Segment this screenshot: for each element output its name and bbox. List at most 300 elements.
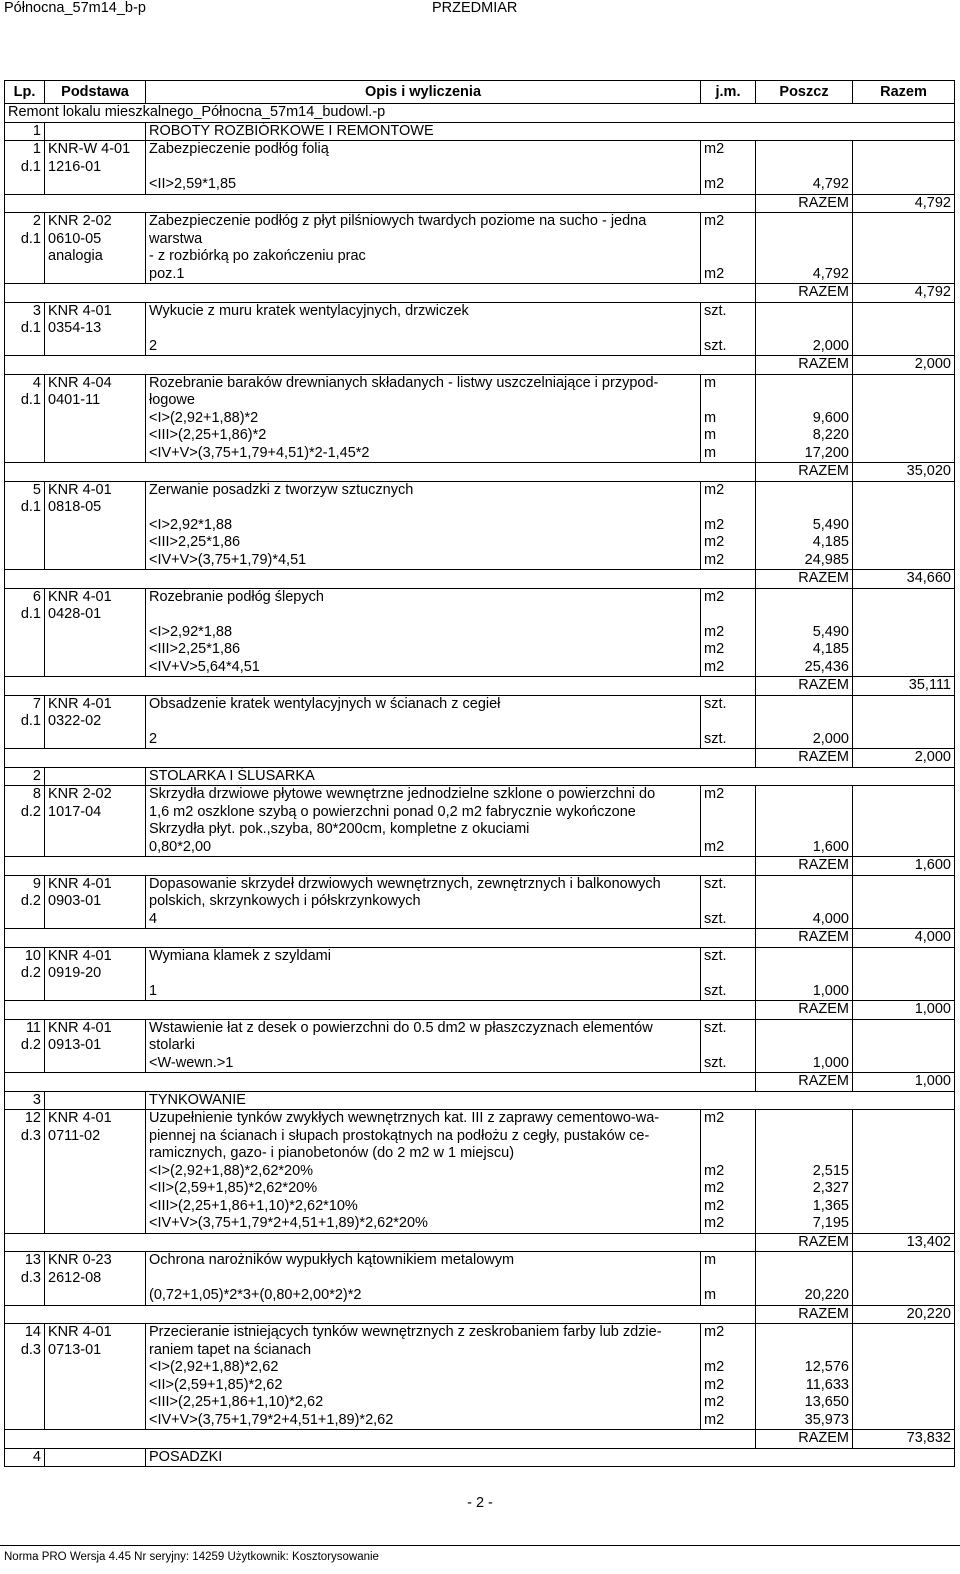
item-lp: 13 — [24, 1252, 41, 1268]
item-lp: 6 — [32, 588, 41, 605]
spacer — [704, 1128, 752, 1146]
item-total-cell — [853, 1019, 955, 1073]
total-row — [5, 1305, 955, 1324]
item-partial-cell — [756, 875, 853, 929]
item-unit-cell — [701, 875, 756, 929]
item-description-cell — [146, 481, 701, 570]
spacer — [149, 606, 697, 624]
spacer — [759, 1252, 849, 1270]
calc-unit: szt. — [704, 910, 727, 927]
item-basis: 0711-02 — [48, 1127, 101, 1144]
item-unit-cell — [701, 213, 756, 284]
item-description-cell — [146, 302, 701, 356]
total-row-spacer — [5, 1073, 756, 1092]
item-lp: 12 — [24, 1110, 41, 1126]
calc-expression: <IV+V>(3,75+1,79*2+4,51+1,89)*2,62*20% — [149, 1215, 428, 1231]
col-razem: Razem — [853, 81, 955, 104]
total-row — [5, 929, 955, 948]
item-description-cell — [146, 141, 701, 195]
spacer — [759, 965, 849, 983]
item-lp: 8 — [32, 786, 41, 802]
spacer — [149, 499, 697, 517]
item-description: piennej na ścianach i słupach prostokątnych na podłożu z cegły, pustaków ce- — [149, 1127, 650, 1144]
item-basis: KNR 4-01 — [48, 947, 112, 964]
total-row — [5, 284, 955, 303]
col-opis: Opis i wyliczenia — [146, 81, 701, 104]
item-description: Zabezpieczenie podłóg folią — [149, 141, 329, 157]
item-lp-cell — [5, 947, 45, 1001]
calc-unit: m2 — [704, 623, 725, 640]
calc-expression: 0,80*2,00 — [149, 838, 212, 855]
item-total-cell — [853, 302, 955, 356]
item-total-cell — [853, 947, 955, 1001]
item-lp: d.3 — [20, 1341, 41, 1358]
calc-unit: m — [704, 427, 717, 443]
item-lp-cell — [5, 1252, 45, 1306]
calc-expression: poz.1 — [149, 265, 185, 282]
item-row — [5, 947, 955, 1001]
item-basis: analogia — [48, 248, 103, 264]
calc-expression: 4 — [149, 910, 158, 927]
item-basis: 1216-01 — [48, 158, 102, 175]
calc-expression: (0,72+1,05)*2*3+(0,80+2,00*2)*2 — [149, 1287, 362, 1303]
spacer — [759, 231, 849, 249]
item-basis-cell — [45, 1324, 146, 1430]
item-total-cell — [853, 374, 955, 463]
total-label: RAZEM — [756, 1073, 853, 1092]
item-lp: 9 — [32, 875, 41, 892]
item-description: stolarki — [149, 1037, 195, 1053]
item-description: polskich, skrzynkowych i półskrzynkowych — [149, 893, 421, 909]
item-total-cell — [853, 1110, 955, 1234]
item-lp: 1 — [32, 141, 41, 157]
section-title: TYNKOWANIE — [146, 1091, 955, 1110]
spacer — [759, 713, 849, 731]
calc-expression: <III>(2,25+1,86+1,10)*2,62 — [149, 1394, 324, 1410]
item-partial-cell — [756, 588, 853, 677]
item-description: Wykucie z muru kratek wentylacyjnych, drzwiczek — [149, 302, 469, 319]
item-unit-cell — [701, 1324, 756, 1430]
spacer — [704, 392, 752, 410]
spacer — [759, 375, 849, 393]
item-row — [5, 1324, 955, 1430]
spacer — [759, 141, 849, 159]
spacer — [759, 1145, 849, 1163]
item-description-cell — [146, 588, 701, 677]
calc-expression: <I>2,92*1,88 — [149, 623, 233, 640]
spacer — [704, 893, 752, 911]
item-partial-cell — [756, 302, 853, 356]
calc-value: 4,792 — [812, 176, 849, 192]
item-basis: 0919-20 — [48, 965, 102, 981]
item-row — [5, 588, 955, 677]
item-lp-cell — [5, 374, 45, 463]
item-lp: d.1 — [20, 158, 41, 175]
calc-value: 5,490 — [812, 623, 849, 640]
total-row-spacer — [5, 463, 756, 482]
calc-unit: m2 — [704, 1215, 725, 1231]
item-basis-cell — [45, 1252, 146, 1306]
item-description: Dopasowanie skrzydeł drzwiowych wewnętrznych, zewnętrznych i balkonowych — [149, 875, 661, 892]
spacer — [759, 499, 849, 517]
table-body — [5, 104, 955, 1467]
calc-unit: m — [704, 444, 717, 461]
section-title: ROBOTY ROZBIÓRKOWE I REMONTOWE — [146, 122, 955, 141]
item-description: 1,6 m2 oszklone szybą o powierzchni ponad 0,2 m2 fabrycznie wykończone — [149, 803, 636, 820]
item-basis: 2612-08 — [48, 1269, 102, 1286]
calc-value: 5,490 — [812, 516, 849, 533]
calc-unit: m2 — [704, 265, 725, 282]
item-description: Skrzydła płyt. pok.,szyba, 80*200cm, kompletne z okuciami — [149, 821, 530, 837]
calc-unit: szt. — [704, 982, 727, 999]
total-row — [5, 749, 955, 768]
item-lp: 14 — [24, 1324, 41, 1340]
calc-value: 1,600 — [812, 838, 849, 855]
item-basis: 0322-02 — [48, 713, 102, 729]
item-row — [5, 481, 955, 570]
item-lp: 2 — [32, 213, 41, 229]
item-lp: d.1 — [20, 320, 41, 336]
calc-expression: 2 — [149, 730, 158, 747]
calc-value: 8,220 — [812, 427, 849, 443]
spacer — [704, 231, 752, 249]
item-lp: d.1 — [20, 230, 41, 247]
item-row — [5, 374, 955, 463]
item-lp: d.2 — [20, 893, 41, 909]
calc-expression: <W-wewn.>1 — [149, 1054, 234, 1071]
calc-value: 2,327 — [812, 1180, 849, 1196]
calc-value: 12,576 — [804, 1359, 849, 1375]
item-basis: KNR 4-01 — [48, 302, 112, 319]
calc-value: 11,633 — [805, 1376, 849, 1393]
item-row — [5, 141, 955, 195]
item-total-cell — [853, 1324, 955, 1430]
item-description-cell — [146, 213, 701, 284]
calc-unit: szt. — [704, 337, 727, 354]
software-info: Norma PRO Wersja 4.45 Nr seryjny: 14259 Użytkownik: Kosztorysowanie — [4, 1551, 379, 1563]
item-basis-cell — [45, 1019, 146, 1073]
spacer — [759, 876, 849, 894]
item-basis: KNR 4-01 — [48, 1110, 112, 1126]
item-total-cell — [853, 141, 955, 195]
section-number: 3 — [5, 1091, 45, 1110]
item-partial-cell — [756, 1324, 853, 1430]
spacer — [149, 320, 697, 338]
total-row — [5, 570, 955, 589]
calc-unit: m2 — [704, 1162, 725, 1179]
item-description: warstwa — [149, 230, 203, 247]
item-lp-cell — [5, 1019, 45, 1073]
calc-value: 17,200 — [804, 444, 849, 461]
item-basis: KNR 4-01 — [48, 588, 112, 605]
item-description: Rozebranie podłóg ślepych — [149, 588, 324, 605]
item-lp-cell — [5, 213, 45, 284]
item-basis: KNR 4-01 — [48, 481, 112, 498]
total-label: RAZEM — [756, 1430, 853, 1449]
calc-value: 9,600 — [812, 409, 849, 426]
item-description: - z rozbiórką po zakończeniu prac — [149, 248, 366, 264]
calc-value: 1,000 — [812, 982, 849, 999]
total-row-spacer — [5, 929, 756, 948]
calc-unit: szt. — [704, 1054, 727, 1071]
item-unit-cell — [701, 588, 756, 677]
item-lp: d.1 — [20, 392, 41, 408]
total-value: 4,792 — [853, 284, 955, 303]
item-unit-cell — [701, 695, 756, 749]
item-description-cell — [146, 786, 701, 857]
item-description: Przecieranie istniejących tynków wewnętrznych z zeskrobaniem farby lub zdzie- — [149, 1324, 662, 1340]
spacer — [759, 159, 849, 177]
spacer — [759, 248, 849, 266]
col-podstawa: Podstawa — [45, 81, 146, 104]
item-total-cell — [853, 875, 955, 929]
calc-expression: <I>(2,92+1,88)*2 — [149, 409, 259, 426]
item-row — [5, 1110, 955, 1234]
item-description-cell — [146, 374, 701, 463]
section-spacer — [45, 767, 146, 786]
total-row — [5, 356, 955, 375]
item-description: Wstawienie łat z desek o powierzchni do 0.5 dm2 w płaszczyznach elementów — [149, 1019, 653, 1036]
item-description-cell — [146, 1252, 701, 1306]
item-unit: m — [704, 374, 717, 391]
item-lp: d.1 — [20, 499, 41, 515]
spacer — [759, 1128, 849, 1146]
item-basis-cell — [45, 374, 146, 463]
item-unit: m2 — [704, 213, 725, 229]
item-lp: 3 — [32, 302, 41, 319]
item-lp-cell — [5, 786, 45, 857]
table-header-row — [5, 81, 955, 104]
spacer — [149, 1270, 697, 1288]
item-lp: 4 — [32, 374, 41, 391]
calc-expression: <III>(2,25+1,86+1,10)*2,62*10% — [149, 1197, 358, 1214]
section-row — [5, 767, 955, 786]
total-value: 2,000 — [853, 356, 955, 375]
spacer — [704, 1270, 752, 1288]
total-label: RAZEM — [756, 677, 853, 696]
spacer — [704, 606, 752, 624]
item-basis: 0354-13 — [48, 320, 102, 336]
item-lp: d.1 — [20, 606, 41, 622]
item-lp: d.3 — [20, 1127, 41, 1144]
calc-value: 13,650 — [804, 1394, 849, 1410]
calc-unit: m2 — [704, 516, 725, 533]
item-basis: 0713-01 — [48, 1341, 102, 1358]
item-unit: m2 — [704, 786, 725, 802]
spacer — [704, 248, 752, 266]
calc-unit: m2 — [704, 1411, 725, 1428]
calc-value: 4,185 — [812, 641, 849, 657]
total-value: 35,111 — [853, 677, 955, 696]
total-row-spacer — [5, 1430, 756, 1449]
item-row — [5, 1252, 955, 1306]
calc-value: 2,000 — [812, 337, 849, 354]
item-lp: 11 — [25, 1019, 41, 1036]
item-basis: KNR 0-23 — [48, 1252, 112, 1268]
project-title-row — [5, 104, 955, 123]
item-basis: 0401-11 — [48, 392, 101, 408]
item-unit: m2 — [704, 1110, 725, 1126]
item-basis: KNR 2-02 — [48, 786, 112, 802]
spacer — [149, 965, 697, 983]
item-basis: 0428-01 — [48, 606, 102, 622]
calc-unit: m2 — [704, 1376, 725, 1393]
document-type: PRZEDMIAR — [432, 0, 518, 16]
total-row — [5, 677, 955, 696]
item-description-cell — [146, 695, 701, 749]
spacer — [704, 1037, 752, 1055]
calc-unit: m2 — [704, 641, 725, 657]
item-basis: KNR 4-04 — [48, 374, 112, 391]
spacer — [759, 303, 849, 321]
spacer — [759, 213, 849, 231]
col-lp: Lp. — [5, 81, 45, 104]
spacer — [704, 821, 752, 839]
item-partial-cell — [756, 1019, 853, 1073]
total-value: 1,600 — [853, 857, 955, 876]
item-description: Skrzydła drzwiowe płytowe wewnętrzne jednodzielne szklone o powierzchni do — [149, 786, 656, 802]
item-lp: d.2 — [20, 1037, 41, 1053]
calc-value: 7,195 — [812, 1215, 849, 1231]
item-unit: m2 — [704, 481, 725, 498]
spacer — [759, 696, 849, 714]
item-basis-cell — [45, 786, 146, 857]
item-unit-cell — [701, 374, 756, 463]
estimate-table — [4, 80, 955, 1467]
total-row — [5, 1073, 955, 1092]
calc-value: 25,436 — [804, 658, 849, 675]
total-row — [5, 1430, 955, 1449]
item-total-cell — [853, 786, 955, 857]
item-basis-cell — [45, 588, 146, 677]
item-row — [5, 1019, 955, 1073]
item-basis: 0913-01 — [48, 1037, 102, 1053]
item-description: Zerwanie posadzki z tworzyw sztucznych — [149, 481, 414, 498]
spacer — [759, 1110, 849, 1128]
item-unit-cell — [701, 1252, 756, 1306]
item-total-cell — [853, 1252, 955, 1306]
spacer — [704, 159, 752, 177]
item-lp-cell — [5, 875, 45, 929]
total-value: 4,792 — [853, 194, 955, 213]
item-unit: m2 — [704, 1324, 725, 1340]
calc-value: 2,515 — [812, 1162, 849, 1179]
calc-expression: <IV+V>(3,75+1,79*2+4,51+1,89)*2,62 — [149, 1411, 394, 1428]
total-row-spacer — [5, 194, 756, 213]
item-lp: d.1 — [20, 713, 41, 729]
total-value: 35,020 — [853, 463, 955, 482]
calc-expression: <III>(2,25+1,86)*2 — [149, 427, 267, 443]
item-basis-cell — [45, 302, 146, 356]
calc-unit: m2 — [704, 1394, 725, 1410]
spacer — [759, 1037, 849, 1055]
spacer — [759, 320, 849, 338]
total-value: 13,402 — [853, 1233, 955, 1252]
item-basis: KNR 4-01 — [48, 1019, 112, 1036]
item-lp-cell — [5, 302, 45, 356]
total-row — [5, 857, 955, 876]
item-basis-cell — [45, 213, 146, 284]
item-description: Wymiana klamek z szyldami — [149, 947, 331, 964]
spacer — [759, 606, 849, 624]
item-partial-cell — [756, 481, 853, 570]
calc-unit: m2 — [704, 1359, 725, 1375]
total-value: 1,000 — [853, 1073, 955, 1092]
total-value: 4,000 — [853, 929, 955, 948]
calc-value: 24,985 — [804, 551, 849, 568]
calc-unit: m2 — [704, 838, 725, 855]
calc-value: 4,185 — [812, 534, 849, 550]
spacer — [759, 1324, 849, 1342]
spacer — [759, 1270, 849, 1288]
item-description-cell — [146, 1324, 701, 1430]
item-partial-cell — [756, 1110, 853, 1234]
item-row — [5, 302, 955, 356]
item-basis-cell — [45, 1110, 146, 1234]
spacer — [759, 1342, 849, 1360]
item-unit: m — [704, 1252, 717, 1268]
section-spacer — [45, 1091, 146, 1110]
calc-expression: 2 — [149, 337, 158, 354]
calc-expression: 1 — [149, 982, 158, 999]
item-description: Rozebranie baraków drewnianych składanych - listwy uszczelniające i przypod- — [149, 374, 659, 391]
file-name: Północna_57m14_b-p — [4, 0, 146, 16]
item-unit: szt. — [704, 947, 727, 964]
item-lp: d.2 — [20, 965, 41, 981]
total-label: RAZEM — [756, 1305, 853, 1324]
total-value: 73,832 — [853, 1430, 955, 1449]
spacer — [759, 948, 849, 966]
item-description-cell — [146, 875, 701, 929]
calc-expression: <IV+V>5,64*4,51 — [149, 658, 260, 675]
item-partial-cell — [756, 695, 853, 749]
spacer — [759, 821, 849, 839]
total-row-spacer — [5, 749, 756, 768]
item-lp-cell — [5, 1110, 45, 1234]
item-description: Uzupełnienie tynków zwykłych wewnętrznych kat. III z zaprawy cementowo-wa- — [149, 1110, 660, 1126]
total-row — [5, 1233, 955, 1252]
calc-unit: m2 — [704, 1180, 725, 1196]
item-unit-cell — [701, 786, 756, 857]
item-row — [5, 213, 955, 284]
item-unit-cell — [701, 141, 756, 195]
item-basis: 0610-05 — [48, 230, 102, 247]
item-partial-cell — [756, 213, 853, 284]
item-basis-cell — [45, 875, 146, 929]
calc-expression: <III>2,25*1,86 — [149, 641, 241, 657]
calc-expression: <I>(2,92+1,88)*2,62*20% — [149, 1162, 314, 1179]
item-description: Obsadzenie kratek wentylacyjnych w ścianach z cegieł — [149, 695, 501, 712]
spacer — [759, 1020, 849, 1038]
total-label: RAZEM — [756, 929, 853, 948]
item-lp: 7 — [32, 695, 41, 712]
spacer — [759, 482, 849, 500]
total-label: RAZEM — [756, 284, 853, 303]
calc-expression: <I>(2,92+1,88)*2,62 — [149, 1359, 279, 1375]
spacer — [704, 804, 752, 822]
calc-unit: m — [704, 409, 717, 426]
calc-value: 1,365 — [812, 1197, 849, 1214]
calc-value: 35,973 — [804, 1411, 849, 1428]
spacer — [759, 786, 849, 804]
item-basis: KNR 2-02 — [48, 213, 112, 229]
calc-value: 4,792 — [812, 265, 849, 282]
spacer — [759, 893, 849, 911]
item-description-cell — [146, 1019, 701, 1073]
total-row-spacer — [5, 356, 756, 375]
total-value: 2,000 — [853, 749, 955, 768]
item-partial-cell — [756, 374, 853, 463]
